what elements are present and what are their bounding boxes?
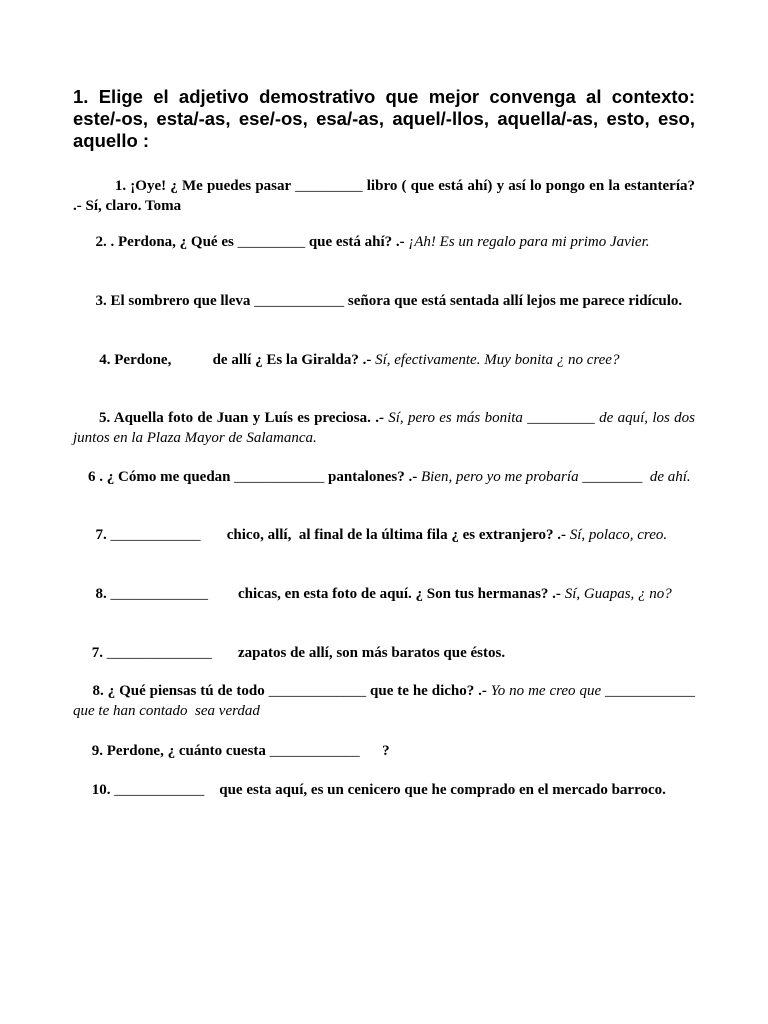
answer-blank[interactable]: ____________ <box>110 527 201 543</box>
item-indent <box>73 469 88 485</box>
answer-blank[interactable]: _____________ <box>110 586 208 602</box>
exercise-item-12 <box>73 781 695 801</box>
answer-blank[interactable]: _________ <box>295 178 363 194</box>
item-number: 7. <box>91 645 107 661</box>
answer-blank[interactable]: ____________ <box>234 469 325 485</box>
item-text: libro ( que está ahí) y así lo pongo en la estantería? .- Sí, claro. Toma <box>73 178 696 214</box>
exercise-item-5 <box>73 409 695 448</box>
answer-blank[interactable]: _________ <box>527 410 595 426</box>
item-answer-text: Sí, polaco, creo. <box>569 527 668 543</box>
item-number: 4. <box>99 352 115 368</box>
item-text: Perdone, ¿ cuánto cuesta <box>106 743 270 759</box>
item-text: Perdone, <box>114 352 176 368</box>
item-number: 2. <box>95 234 111 250</box>
exercise-item-7 <box>73 526 695 546</box>
answer-blank[interactable]: ________ <box>582 469 643 485</box>
item-text: chicas, en esta foto de aquí. ¿ Son tus hermanas? .- <box>208 586 565 602</box>
answer-blank[interactable]: _________ <box>237 234 306 250</box>
item-indent <box>73 683 93 699</box>
item-indent <box>73 586 96 602</box>
exercise-item-4 <box>73 351 695 371</box>
exercise-item-11 <box>73 742 695 762</box>
exercise-item-3 <box>73 292 695 312</box>
exercise-item-6 <box>73 468 695 488</box>
item-text: que te he dicho? .- <box>366 683 491 699</box>
exercise-item-1 <box>73 177 695 216</box>
item-answer-text: Sí, pero es más bonita <box>388 410 528 426</box>
item-text: ¿ Qué piensas tú de todo <box>107 683 269 699</box>
item-number: 6 . <box>88 469 107 485</box>
answer-blank[interactable]: _____________ <box>268 683 367 699</box>
item-number: 10. <box>91 782 115 798</box>
item-indent <box>73 352 99 368</box>
item-number: 8. <box>95 586 111 602</box>
item-number: 1. <box>114 178 131 194</box>
item-indent <box>73 527 96 543</box>
item-text: de allí ¿ Es la Giralda? .- <box>175 352 376 368</box>
item-number: 5. <box>98 410 114 426</box>
item-number: 8. <box>92 683 108 699</box>
exercise-heading: 1. Elige el adjetivo demostrativo que mejor convenga al contexto: este/-os, esta/-as, ese/-os, esa/-as, aquel/-llos, aquella/-as, esto, eso, aquello : <box>73 86 695 151</box>
item-indent <box>73 293 96 309</box>
item-text: chico, allí, al final de la última fila ¿ es extranjero? .- <box>200 527 570 543</box>
item-answer-text: Yo no me creo que <box>490 683 606 699</box>
item-text: Aquella foto de Juan y Luís es preciosa. .- <box>113 410 389 426</box>
item-answer-text: que te han contado sea verdad <box>73 683 699 719</box>
item-text: señora que está sentada allí lejos me parece ridículo. <box>344 293 683 309</box>
item-text: El sombrero que lleva <box>110 293 255 309</box>
exercise-item-9 <box>73 644 695 664</box>
answer-blank[interactable]: ____________ <box>269 743 360 759</box>
item-indent <box>73 782 92 798</box>
item-number: 3. <box>95 293 111 309</box>
item-text: pantalones? .- <box>324 469 421 485</box>
item-indent <box>73 645 92 661</box>
item-text: que está ahí? .- <box>305 234 409 250</box>
item-answer-text: Sí, efectivamente. Muy bonita ¿ no cree? <box>375 352 620 368</box>
exercise-item-8 <box>73 585 695 605</box>
item-text: . Perdona, ¿ Qué es <box>110 234 238 250</box>
answer-blank[interactable]: ____________ <box>605 683 696 699</box>
exercise-item-2 <box>73 233 695 253</box>
item-answer-text: de aquí, los dos juntos en la Plaza Mayor de Salamanca. <box>73 410 695 446</box>
item-number: 9. <box>91 743 107 759</box>
item-answer-text: Bien, pero yo me probaría <box>420 469 583 485</box>
item-text: ? <box>359 743 390 759</box>
answer-blank[interactable]: ____________ <box>114 782 205 798</box>
item-text: zapatos de allí, son más baratos que éstos. <box>211 645 506 661</box>
item-number: 7. <box>95 527 111 543</box>
answer-blank[interactable]: ____________ <box>254 293 345 309</box>
item-indent <box>73 234 96 250</box>
item-text: ¿ Cómo me quedan <box>106 469 235 485</box>
item-indent <box>73 743 92 759</box>
item-answer-text: de ahí. <box>642 469 691 485</box>
item-indent <box>73 178 115 194</box>
item-answer-text: ¡Ah! Es un regalo para mi primo Javier. <box>408 234 650 250</box>
answer-blank[interactable]: ______________ <box>106 645 212 661</box>
exercise-item-10 <box>73 682 699 721</box>
item-indent <box>73 410 99 426</box>
item-answer-text: Sí, Guapas, ¿ no? <box>564 586 672 602</box>
item-text: que esta aquí, es un cenicero que he comprado en el mercado barroco. <box>204 782 666 798</box>
item-text: ¡Oye! ¿ Me puedes pasar <box>130 178 296 194</box>
